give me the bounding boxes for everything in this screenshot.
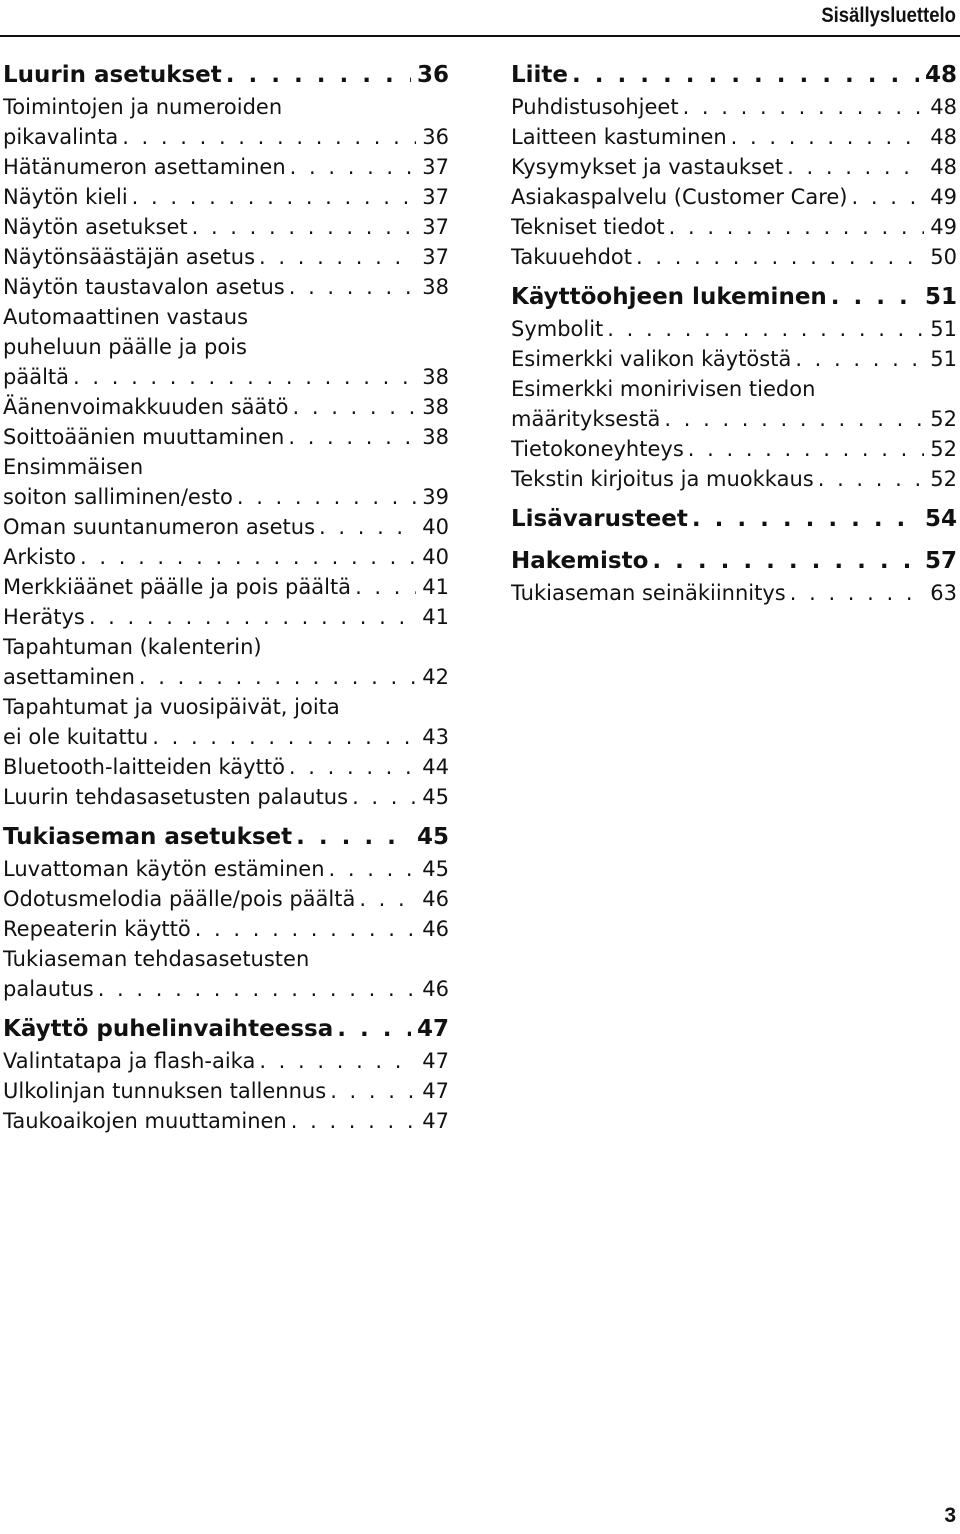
toc-entry[interactable] (3, 212, 449, 242)
toc-entry[interactable] (511, 92, 957, 122)
dot-leader (831, 280, 919, 314)
toc-section (3, 820, 449, 1004)
dot-leader (352, 782, 416, 812)
toc-entry[interactable] (511, 314, 957, 344)
toc-entry[interactable] (3, 1046, 449, 1076)
toc-entry-row (3, 482, 449, 512)
toc-entry-row (3, 1046, 449, 1076)
toc-entry[interactable] (3, 392, 449, 422)
toc-entry-row (511, 434, 957, 464)
heading-text: Luurin asetukset (3, 62, 222, 88)
entry-page-number: 42 (422, 665, 449, 689)
heading-page-number: 54 (924, 506, 957, 532)
entry-page-number: 48 (930, 95, 957, 119)
toc-entry-row (3, 884, 449, 914)
toc-entry-row (511, 182, 957, 212)
toc-entry[interactable] (3, 542, 449, 572)
entry-title: Näytön asetukset (3, 215, 188, 239)
entry-title: Repeaterin käyttö (3, 917, 191, 941)
toc-entry[interactable] (3, 752, 449, 782)
entry-title: Herätys (3, 605, 85, 629)
toc-entry[interactable] (511, 152, 957, 182)
entry-page-number: 38 (422, 365, 449, 389)
entry-title: Tekstin kirjoitus ja muokkaus (511, 467, 814, 491)
entry-page-number: 39 (422, 485, 449, 509)
dot-leader (330, 1076, 416, 1106)
heading-page-number: 36 (416, 62, 449, 88)
entry-text-line: Ensimmäisen (3, 455, 144, 479)
entry-title: Asiakaspalvelu (Customer Care) (511, 185, 848, 209)
entry-page-number: 41 (422, 575, 449, 599)
toc-entry-row (511, 314, 957, 344)
entry-page-number: 37 (422, 245, 449, 269)
dot-leader (237, 482, 416, 512)
toc-entry[interactable] (3, 602, 449, 632)
entry-text-line: Toimintojen ja numeroiden (3, 95, 283, 119)
toc-entry-row (3, 182, 449, 212)
dot-leader (337, 1012, 411, 1046)
entry-title: Näytön kieli (3, 185, 128, 209)
dot-leader (192, 212, 417, 242)
entry-page-number: 44 (422, 755, 449, 779)
toc-entry-row (3, 854, 449, 884)
dot-leader (98, 974, 417, 1004)
toc-entry[interactable] (3, 692, 449, 752)
dot-leader (289, 272, 417, 302)
entry-page-number: 38 (422, 395, 449, 419)
toc-entry[interactable] (3, 944, 449, 1004)
entry-title: Hätänumeron asettaminen (3, 155, 286, 179)
entry-page-number: 37 (422, 185, 449, 209)
toc-section (3, 58, 449, 812)
entry-text-line: Esimerkki monirivisen tiedon (511, 377, 816, 401)
dot-leader (669, 212, 925, 242)
toc-entry-row (3, 752, 449, 782)
toc-entry-row (3, 512, 449, 542)
dot-leader (572, 58, 919, 92)
toc-section (511, 58, 957, 272)
dot-leader (329, 854, 417, 884)
entry-page-number: 41 (422, 605, 449, 629)
toc-entry-row (3, 662, 449, 692)
entry-page-number: 63 (930, 581, 957, 605)
toc-entry-row (3, 974, 449, 1004)
page-number: 3 (944, 1504, 956, 1527)
entry-text-line: Tapahtumat ja vuosipäivät, joita (3, 695, 340, 719)
dot-leader (795, 344, 924, 374)
entry-page-number: 38 (422, 275, 449, 299)
entry-title: Esimerkki valikon käytöstä (511, 347, 792, 371)
entry-page-number: 40 (422, 515, 449, 539)
dot-leader (319, 512, 416, 542)
entry-page-number: 46 (422, 887, 449, 911)
dot-leader (259, 1046, 416, 1076)
toc-section-heading[interactable] (511, 58, 957, 92)
toc-entry[interactable] (3, 92, 449, 152)
dot-leader (359, 884, 416, 914)
entry-page-number: 37 (422, 155, 449, 179)
toc-entry[interactable] (511, 212, 957, 242)
dot-leader (293, 392, 417, 422)
entry-page-number: 45 (422, 785, 449, 809)
heading-text: Lisävarusteet (511, 506, 688, 532)
toc-section (511, 502, 957, 536)
toc-entry[interactable] (511, 344, 957, 374)
entry-text-line: Tapahtuman (kalenterin) (3, 635, 262, 659)
entry-title: Näytön taustavalon asetus (3, 275, 285, 299)
entry-text-line: Tukiaseman tehdasasetusten (3, 947, 310, 971)
toc-entry[interactable] (3, 182, 449, 212)
dot-leader (790, 578, 925, 608)
entry-title: Puhdistusohjeet (511, 95, 679, 119)
toc-entry[interactable] (511, 464, 957, 494)
toc-entry-row (3, 722, 449, 752)
entry-title: Arkisto (3, 545, 77, 569)
dot-leader (80, 542, 416, 572)
toc-entry[interactable] (3, 422, 449, 452)
dot-leader (89, 602, 416, 632)
heading-page-number: 57 (924, 548, 957, 574)
toc-section-heading[interactable] (511, 280, 957, 314)
entry-title: Taukoaikojen muuttaminen (3, 1109, 287, 1133)
entry-title: ei ole kuitattu (3, 725, 149, 749)
toc-section-heading[interactable] (3, 1012, 449, 1046)
toc-entry[interactable] (511, 182, 957, 212)
toc-entry-row (3, 212, 449, 242)
entry-page-number: 52 (930, 467, 957, 491)
toc-entry-row (511, 578, 957, 608)
toc-entry[interactable] (511, 374, 957, 434)
toc-entry-row (511, 464, 957, 494)
toc-entry[interactable] (3, 1076, 449, 1106)
entry-page-number: 49 (930, 215, 957, 239)
toc-entry[interactable] (3, 1106, 449, 1136)
toc-entry-row (511, 92, 957, 122)
entry-title: palautus (3, 977, 94, 1001)
dot-leader (289, 752, 416, 782)
entry-page-number: 46 (422, 977, 449, 1001)
toc-entry-row (511, 152, 957, 182)
heading-page-number: 48 (924, 62, 957, 88)
entry-page-number: 49 (930, 185, 957, 209)
entry-page-number: 52 (930, 407, 957, 431)
toc-entry[interactable] (511, 578, 957, 608)
dot-leader (683, 92, 925, 122)
heading-page-number: 45 (416, 824, 449, 850)
toc-section (511, 280, 957, 494)
heading-text: Hakemisto (511, 548, 649, 574)
entry-page-number: 52 (930, 437, 957, 461)
toc-entry-row (3, 782, 449, 812)
entry-title: asettaminen (3, 665, 135, 689)
toc-entry-row (3, 362, 449, 392)
entry-title: Laitteen kastuminen (511, 125, 727, 149)
dot-leader (355, 572, 416, 602)
toc-entry[interactable] (3, 854, 449, 884)
toc-entry[interactable] (511, 122, 957, 152)
dot-leader (259, 242, 416, 272)
dot-leader (664, 404, 924, 434)
toc-entry[interactable] (3, 302, 449, 392)
toc-section-heading[interactable] (511, 502, 957, 536)
entry-title: Tietokoneyhteys (511, 437, 684, 461)
entry-title: Takuuehdot (511, 245, 632, 269)
entry-page-number: 40 (422, 545, 449, 569)
heading-text: Käyttö puhelinvaihteessa (3, 1016, 334, 1042)
toc-entry-row (511, 242, 957, 272)
dot-leader (139, 662, 416, 692)
entry-page-number: 47 (422, 1109, 449, 1133)
entry-page-number: 37 (422, 215, 449, 239)
toc-entry-row (3, 542, 449, 572)
toc-entry[interactable] (3, 572, 449, 602)
toc-entry-row (511, 122, 957, 152)
toc-entry[interactable] (3, 152, 449, 182)
heading-text: Tukiaseman asetukset (3, 824, 293, 850)
heading-page-number: 47 (416, 1016, 449, 1042)
dot-leader (688, 434, 924, 464)
dot-leader (852, 182, 925, 212)
dot-leader (607, 314, 924, 344)
dot-leader (122, 122, 416, 152)
toc-entry-row (3, 1106, 449, 1136)
toc-section (511, 544, 957, 608)
toc-entry-row (511, 344, 957, 374)
toc-entry[interactable] (3, 782, 449, 812)
entry-page-number: 51 (930, 347, 957, 371)
dot-leader (731, 122, 925, 152)
dot-leader (652, 544, 919, 578)
toc-entry[interactable] (3, 512, 449, 542)
toc-entry-row (3, 422, 449, 452)
toc-entry-row (3, 914, 449, 944)
dot-leader (195, 914, 417, 944)
entry-title: Ulkolinjan tunnuksen tallennus (3, 1079, 327, 1103)
entry-page-number: 47 (422, 1079, 449, 1103)
toc-section-heading[interactable] (3, 820, 449, 854)
dot-leader (296, 820, 411, 854)
dot-leader (818, 464, 925, 494)
dot-leader (226, 58, 411, 92)
toc-entry-row (3, 152, 449, 182)
toc-entry-row (3, 572, 449, 602)
entry-title: päältä (3, 365, 70, 389)
dot-leader (152, 722, 416, 752)
entry-page-number: 50 (930, 245, 957, 269)
dot-leader (288, 422, 416, 452)
toc-section-heading[interactable] (3, 58, 449, 92)
toc-entry[interactable] (3, 884, 449, 914)
entry-title: Tekniset tiedot (511, 215, 665, 239)
entry-title: Bluetooth-laitteiden käyttö (3, 755, 285, 779)
entry-page-number: 46 (422, 917, 449, 941)
toc-entry[interactable] (3, 242, 449, 272)
entry-title: Symbolit (511, 317, 604, 341)
toc-entry-row (3, 272, 449, 302)
toc-entry[interactable] (3, 914, 449, 944)
toc-entry[interactable] (511, 434, 957, 464)
toc-entry-row (3, 392, 449, 422)
entry-title: Luvattoman käytön estäminen (3, 857, 325, 881)
dot-leader (787, 152, 924, 182)
header-title: Sisällysluettelo (821, 4, 956, 27)
entry-title: Näytönsäästäjän asetus (3, 245, 256, 269)
entry-page-number: 48 (930, 125, 957, 149)
toc-left-column (3, 58, 449, 1144)
toc-entry[interactable] (3, 272, 449, 302)
entry-page-number: 48 (930, 155, 957, 179)
entry-title: Luurin tehdasasetusten palautus (3, 785, 349, 809)
entry-page-number: 43 (422, 725, 449, 749)
entry-title: Odotusmelodia päälle/pois päältä (3, 887, 356, 911)
entry-title: Merkkiäänet päälle ja pois päältä (3, 575, 352, 599)
entry-page-number: 38 (422, 425, 449, 449)
toc-section-heading[interactable] (511, 544, 957, 578)
entry-page-number: 51 (930, 317, 957, 341)
toc-right-column (511, 58, 957, 616)
toc-entry-row (3, 602, 449, 632)
entry-page-number: 45 (422, 857, 449, 881)
heading-page-number: 51 (924, 284, 957, 310)
toc-entry-row (3, 122, 449, 152)
toc-entry[interactable] (3, 632, 449, 692)
entry-title: Valintatapa ja flash-aika (3, 1049, 256, 1073)
toc-entry-row (3, 242, 449, 272)
entry-page-number: 36 (422, 125, 449, 149)
dot-leader (290, 152, 417, 182)
entry-title: Tukiaseman seinäkiinnitys (511, 581, 786, 605)
toc-entry-row (511, 212, 957, 242)
entry-title: Soittoäänien muuttaminen (3, 425, 285, 449)
dot-leader (692, 502, 919, 536)
heading-text: Käyttöohjeen lukeminen (511, 284, 827, 310)
entry-title: pikavalinta (3, 125, 119, 149)
page-header (0, 0, 960, 37)
entry-title: Kysymykset ja vastaukset (511, 155, 784, 179)
entry-text-line: Automaattinen vastaus (3, 305, 249, 329)
heading-text: Liite (511, 62, 569, 88)
entry-title: Oman suuntanumeron asetus (3, 515, 316, 539)
entry-title: Äänenvoimakkuuden säätö (3, 395, 289, 419)
dot-leader (291, 1106, 417, 1136)
dot-leader (636, 242, 924, 272)
toc-entry[interactable] (511, 242, 957, 272)
toc-section (3, 1012, 449, 1136)
entry-title: määrityksestä (511, 407, 661, 431)
toc-entry[interactable] (3, 452, 449, 512)
toc-entry-row (3, 1076, 449, 1106)
toc-entry-row (511, 404, 957, 434)
dot-leader (132, 182, 417, 212)
dot-leader (73, 362, 416, 392)
entry-page-number: 47 (422, 1049, 449, 1073)
entry-title: soiton salliminen/esto (3, 485, 233, 509)
entry-text-line: puheluun päälle ja pois (3, 335, 247, 359)
